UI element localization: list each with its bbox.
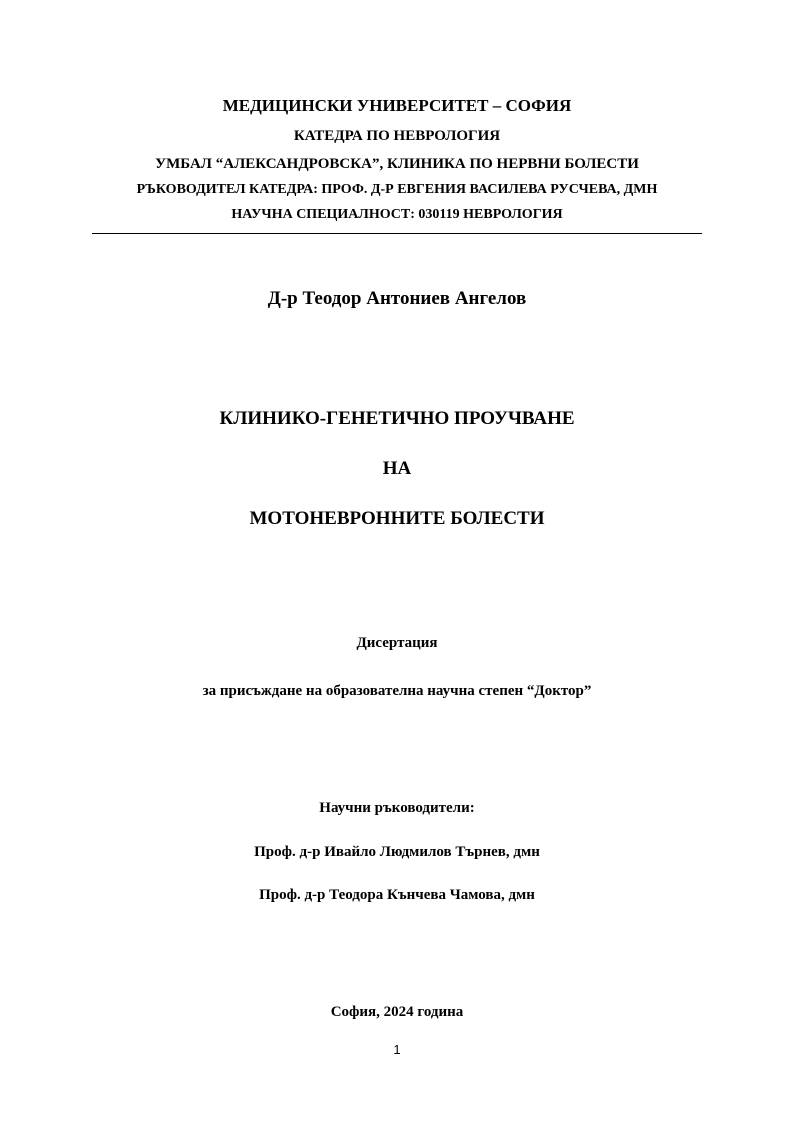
supervisor-2: Проф. д-р Теодора Кънчева Чамова, дмн (259, 887, 535, 903)
title-line-2: НА (382, 458, 412, 479)
page-number: 1 (393, 1042, 401, 1057)
department-head: РЪКОВОДИТЕЛ КАТЕДРА: ПРОФ. Д-Р ЕВГЕНИЯ ВАСИЛЕВА РУСЧЕВА, ДМН (136, 182, 658, 197)
supervisors-heading: Научни ръководители: (319, 800, 475, 816)
thesis-type: Дисертация (356, 635, 438, 651)
hospital-name: УМБАЛ “АЛЕКСАНДРОВСКА”, КЛИНИКА ПО НЕРВНИ БОЛЕСТИ (155, 156, 639, 172)
title-line-1: КЛИНИКО-ГЕНЕТИЧНО ПРОУЧВАНЕ (219, 408, 575, 429)
header-divider (92, 233, 702, 234)
department-name: КАТЕДРА ПО НЕВРОЛОГИЯ (293, 128, 501, 144)
title-line-3: МОТОНЕВРОННИТЕ БОЛЕСТИ (249, 508, 545, 529)
thesis-purpose: за присъждане на образователна научна степен “Доктор” (202, 683, 592, 699)
author-name: Д-р Теодор Антониев Ангелов (267, 288, 527, 309)
scientific-specialty: НАУЧНА СПЕЦИАЛНОСТ: 030119 НЕВРОЛОГИЯ (231, 207, 563, 222)
university-name: МЕДИЦИНСКИ УНИВЕРСИТЕТ – СОФИЯ (222, 96, 572, 115)
place-and-year: София, 2024 година (330, 1004, 464, 1020)
supervisor-1: Проф. д-р Ивайло Людмилов Търнев, дмн (254, 844, 540, 860)
